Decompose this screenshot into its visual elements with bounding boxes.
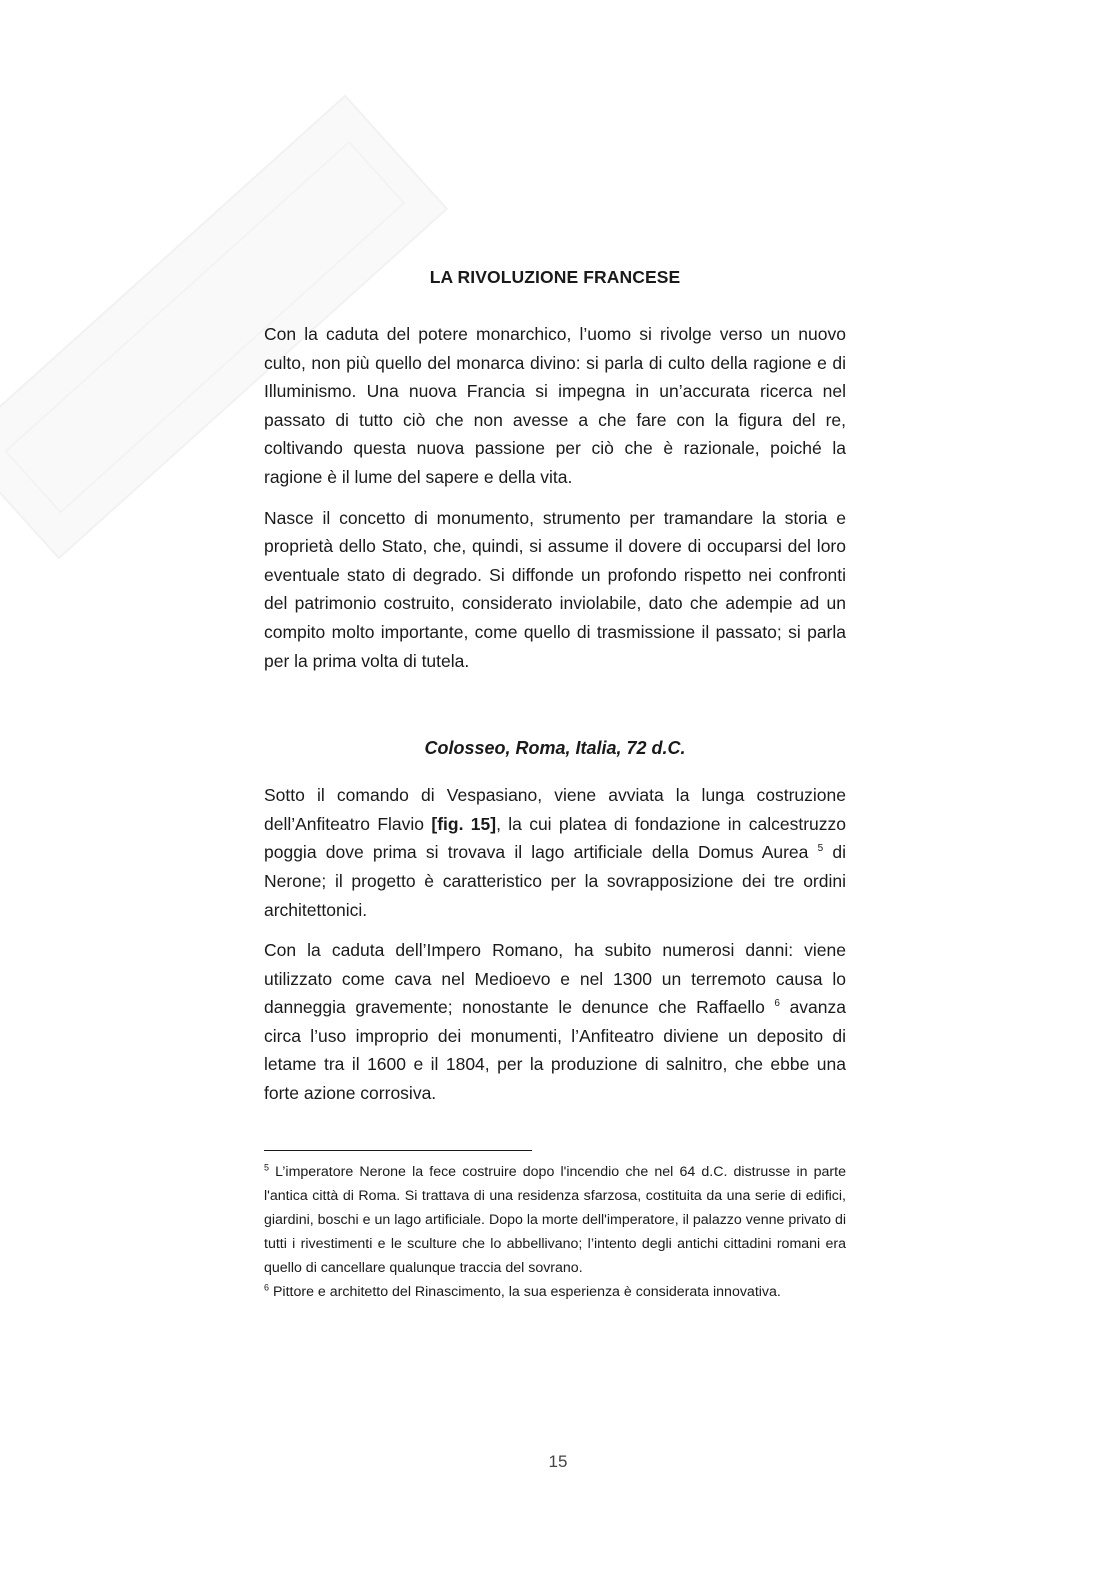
paragraph-1: Con la caduta del potere monarchico, l’uomo si rivolge verso un nuovo culto, non più quello del monarca divino: si parla di culto della ragione e di Illuminismo. Una nuova Francia si impegna in un’accurata ricerca nel passato di tutto ciò che non avesse a che fare con la figura del re, coltivando questa nuova passione per ciò che è razionale, poiché la ragione è il lume del sapere e della vita. — [264, 324, 846, 487]
main-content — [264, 262, 846, 1120]
footnotes-section — [264, 1160, 846, 1304]
footnote-6 — [264, 1280, 846, 1304]
footnote-marker-6[interactable]: 6 — [774, 998, 780, 1010]
page-number: 15 — [548, 1452, 568, 1471]
figure-reference-link[interactable]: [fig. 15] — [431, 813, 497, 834]
footnote-separator — [264, 1150, 532, 1151]
paragraph-colosseo-1 — [264, 781, 846, 924]
subsection-heading: Colosseo, Roma, Italia, 72 d.C. — [424, 738, 686, 759]
paragraph-colosseo-2-part1: Con la caduta dell’Impero Romano, ha subito numerosi danni: viene utilizzato come cava nel Medioevo e nel 1300 un terremoto causa lo danneggia gravemente; nonostante le denunce che Raffaello — [264, 940, 846, 1018]
paragraph-2: Nasce il concetto di monumento, strumento per tramandare la storia e proprietà dello Stato, che, quindi, si assume il dovere di occuparsi del loro eventuale stato di degrado. Si diffonde un profondo rispetto nei confronti del patrimonio costruito, considerato inviolabile, dato che adempie ad un compito molto importante, come quello di trasmissione il passato; si parla per la prima volta di tutela. — [264, 507, 846, 671]
section-heading: LA RIVOLUZIONE FRANCESE — [429, 267, 681, 287]
footnote-marker-5[interactable]: 5 — [817, 843, 824, 855]
footnote-5-text: L’imperatore Nerone la fece costruire dopo l'incendio che nel 64 d.C. distrusse in parte l'antica città di Roma. Si trattava di una residenza sfarzosa, costituita da una serie di edifici, giardini, boschi e un lago artificiale. Dopo la morte dell'imperatore, il palazzo venne privato di tutti i rivestimenti e le sculture che lo abbellivano; l’intento degli antichi cittadini romani era quello di cancellare qualunque traccia del sovrano. — [264, 1164, 846, 1276]
footnote-6-marker: 6 — [264, 1282, 270, 1293]
paragraph-colosseo-1-part2: , la cui platea di fondazione in calcestruzzo poggia dove prima si trovava il lago artificiale della Domus Aurea — [264, 813, 846, 863]
footnote-5 — [264, 1160, 846, 1280]
paragraph-colosseo-2-part2: avanza circa l’uso improprio dei monumenti, l’Anfiteatro diviene un deposito di letame tra il 1600 e il 1804, per la produzione di salnitro, che ebbe una forte azione corrosiva. — [264, 997, 846, 1104]
paragraph-colosseo-1-part1: Sotto il comando di Vespasiano, viene avviata la lunga costruzione dell’Anfiteatro Flavio — [264, 785, 846, 834]
paragraph-colosseo-2 — [264, 936, 846, 1108]
footnote-6-text: Pittore e architetto del Rinascimento, la sua esperienza è considerata innovativa. — [269, 1284, 781, 1300]
paragraph-colosseo-1-part3: di Nerone; il progetto è caratteristico per la sovrapposizione dei tre ordini architettonici. — [264, 842, 846, 920]
footnote-5-marker: 5 — [264, 1162, 270, 1173]
